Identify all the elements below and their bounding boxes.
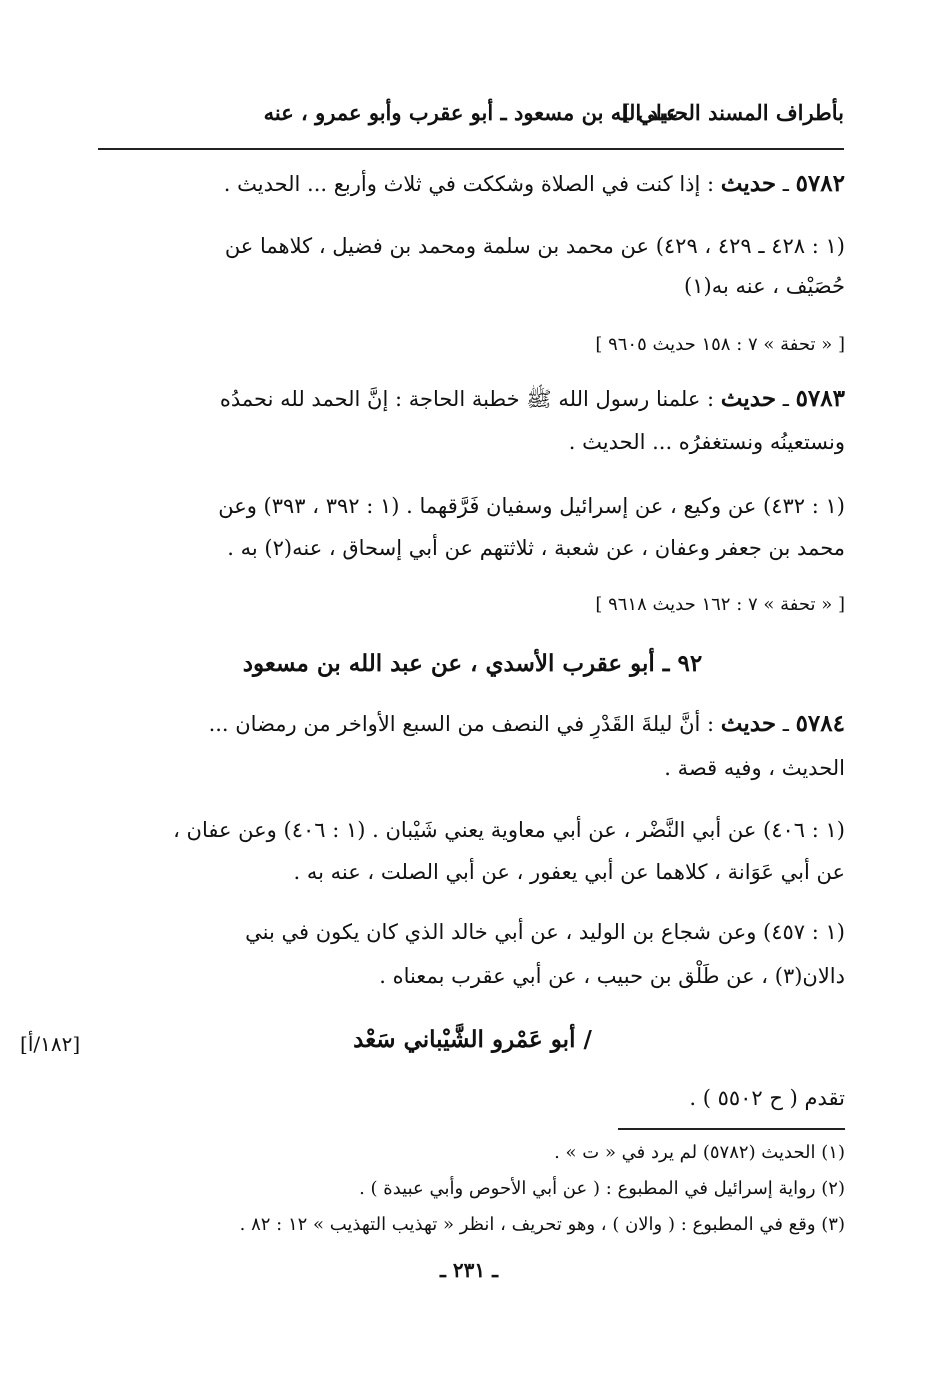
footnote-3: (٣) وقع في المطبوع : ( والان ) ، وهو تحريف ، انظر « تهذيب التهذيب » ١٢ : ٨٢ .	[239, 1214, 845, 1235]
footnote-rule	[618, 1128, 845, 1130]
chain-5784b-line2: دالان(٣) ، عن طَلْق بن حبيب ، عن أبي عقرب بمعناه .	[379, 964, 845, 988]
hadith-text: : علمنا رسول الله ﷺ خطبة الحاجة : إنَّ الحمد لله نحمدُه	[219, 387, 721, 411]
hadith-5783-line2: ونستعينُه ونستغفرُه ... الحديث .	[568, 430, 845, 454]
narrator-subtitle: / أبو عَمْرو الشَّيْباني سَعْد	[353, 1026, 592, 1053]
running-header	[98, 100, 844, 140]
header-rule	[98, 148, 844, 150]
footnote-2: (٢) رواية إسرائيل في المطبوع : ( عن أبي الأحوص وأبي عبيدة ) .	[359, 1178, 845, 1199]
header-book-title: بأطراف المسند الحنبلي ]	[620, 100, 844, 125]
cross-reference: تقدم ( ح ٥٥٠٢ ) .	[689, 1086, 845, 1110]
chain-5784a-line2: عن أبي عَوَانة ، كلاهما عن أبي يعفور ، عن أبي الصلت ، عنه به .	[293, 860, 845, 884]
hadith-keyword: حديث	[720, 710, 777, 737]
manuscript-folio-ref: [١٨٢/أ]	[20, 1032, 81, 1056]
tuhfa-ref-5783: [ « تحفة » ٧ : ١٦٢ حديث ٩٦١٨ ]	[595, 594, 845, 615]
tuhfa-ref-5782: [ « تحفة » ٧ : ١٥٨ حديث ٩٦٠٥ ]	[595, 334, 845, 355]
hadith-number: ٥٧٨٤	[795, 710, 845, 737]
page-number: ـ ٢٣١ ـ	[440, 1258, 498, 1282]
hadith-5784-line2: الحديث ، وفيه قصة .	[664, 756, 845, 780]
hadith-number: ٥٧٨٣	[795, 385, 845, 412]
hadith-5783: ٥٧٨٣ ـ حديث : علمنا رسول الله ﷺ خطبة الحاجة : إنَّ الحمد لله نحمدُه	[219, 385, 845, 412]
chain-5782-line1: (١ : ٤٢٨ ـ ٤٢٩ ، ٤٢٩) عن محمد بن سلمة ومحمد بن فضيل ، كلاهما عن	[224, 234, 845, 258]
hadith-keyword: حديث	[720, 385, 777, 412]
hadith-keyword: حديث	[720, 170, 777, 197]
chain-5783-line2: محمد بن جعفر وعفان ، عن شعبة ، ثلاثتهم عن أبي إسحاق ، عنه(٢) به .	[227, 536, 845, 560]
chain-5782-line2: حُصَيْف ، عنه به(١)	[684, 274, 845, 298]
hadith-text: : أنَّ ليلةَ القَدْرِ في النصف من السبع الأواخر من رمضان ...	[208, 712, 721, 736]
footnote-1: (١) الحديث (٥٧٨٢) لم يرد في « ت » .	[554, 1142, 845, 1163]
hadith-5784: ٥٧٨٤ ـ حديث : أنَّ ليلةَ القَدْرِ في النصف من السبع الأواخر من رمضان ...	[208, 710, 845, 737]
chain-5783-line1: (١ : ٤٣٢) عن وكيع ، عن إسرائيل وسفيان فَرَّقهما . (١ : ٣٩٢ ، ٣٩٣) وعن	[218, 494, 845, 518]
hadith-5782: ٥٧٨٢ ـ حديث : إذا كنت في الصلاة وشككت في ثلاث وأربع ... الحديث .	[223, 170, 845, 197]
hadith-number: ٥٧٨٢	[795, 170, 845, 197]
section-title: ٩٢ ـ أبو عقرب الأسدي ، عن عبد الله بن مسعود	[242, 650, 703, 677]
chain-5784b-line1: (١ : ٤٥٧) وعن شجاع بن الوليد ، عن أبي خالد الذي كان يكون في بني	[245, 920, 845, 944]
header-chapter-title: عبد الله بن مسعود ـ أبو عقرب وأبو عمرو ، عنه	[263, 100, 679, 125]
hadith-text: : إذا كنت في الصلاة وشككت في ثلاث وأربع ... الحديث .	[223, 172, 721, 196]
chain-5784a-line1: (١ : ٤٠٦) عن أبي النَّضْر ، عن أبي معاوية يعني شَيْبان . (١ : ٤٠٦) وعن عفان ،	[173, 818, 845, 842]
